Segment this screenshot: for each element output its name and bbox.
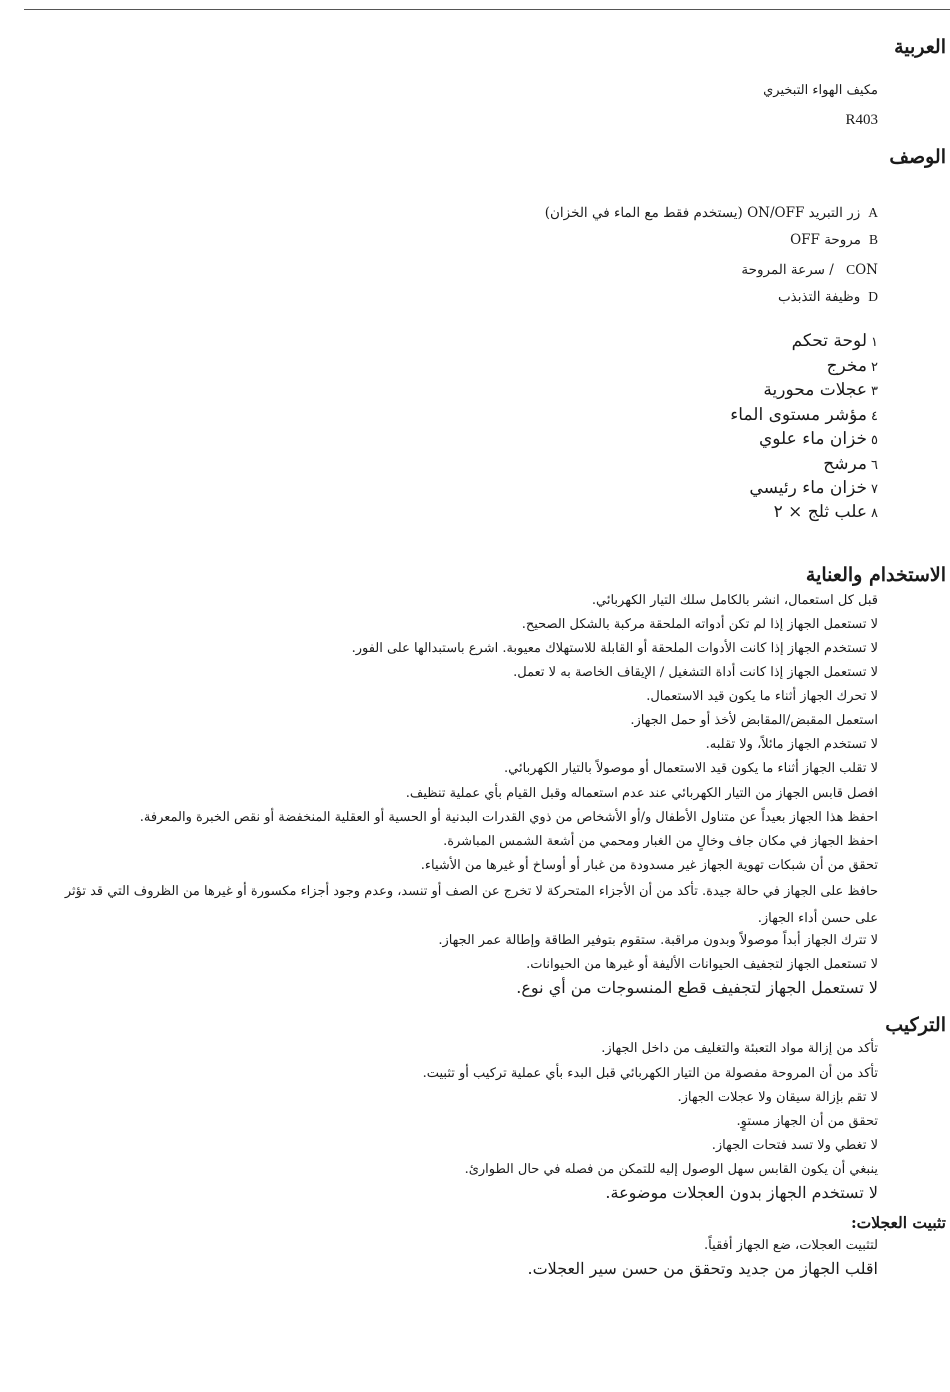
installation-item: لا تستخدم الجهاز بدون العجلات موضوعة. <box>605 1183 878 1202</box>
usage-heading: الاستخدام والعناية <box>805 564 946 586</box>
wheels-heading: تثبيت العجلات: <box>850 1213 946 1232</box>
part-item: ٣عجلات محورية <box>763 380 878 400</box>
part-item: ٧خزان ماء رئيسي <box>749 478 878 498</box>
language-heading: العربية <box>894 36 946 58</box>
usage-item: لا تستخدم الجهاز مائلاً، ولا تقلبه. <box>705 737 878 752</box>
control-item-c <box>741 262 878 278</box>
usage-item: لا تقلب الجهاز أثناء ما يكون قيد الاستعمال أو موصولاً بالتيار الكهربائي. <box>504 761 878 776</box>
wheels-item: لتثبيت العجلات، ضع الجهاز أفقياً. <box>704 1238 878 1253</box>
model-number: R403 <box>845 112 878 128</box>
control-key: A <box>868 205 878 220</box>
control-key: D <box>868 289 878 304</box>
control-key: C <box>846 262 856 277</box>
control-key: B <box>868 232 878 247</box>
control-text: وظيفة التذبذب <box>777 289 861 305</box>
usage-item: حافظ على الجهاز في حالة جيدة. تأكد من أن الأجزاء المتحركة لا تخرج عن الصف أو تنسد، وعدم وجود أجزاء مكسورة أو غيرها من الظروف التي قد تؤثر على حسن أداء الجهاز. <box>64 884 878 926</box>
installation-item: تأكد من إزالة مواد التعبئة والتغليف من داخل الجهاز. <box>601 1041 878 1056</box>
control-item-a <box>545 205 878 221</box>
installation-item: تأكد من أن المروحة مفصولة من التيار الكهربائي قبل البدء بأي عملية تركيب أو تثبيت. <box>422 1066 878 1081</box>
part-item: ٥خزان ماء علوي <box>758 429 878 449</box>
usage-item: افصل قابس الجهاز من التيار الكهربائي عند عدم استعماله وقبل القيام بأي عملية تنظيف. <box>405 786 878 801</box>
usage-item: لا تستعمل الجهاز إذا كانت أداة التشغيل / الإيقاف الخاصة به لا تعمل. <box>513 665 878 680</box>
installation-item: لا تقم بإزالة سيقان ولا عجلات الجهاز. <box>677 1090 878 1105</box>
top-rule <box>24 9 950 10</box>
part-item: ٤مؤشر مستوى الماء <box>730 405 878 425</box>
usage-item: قبل كل استعمال، انشر بالكامل سلك التيار الكهربائي. <box>591 593 878 608</box>
installation-item: ينبغي أن يكون القابس سهل الوصول إليه للتمكن من فصله في حال الطوارئ. <box>464 1162 878 1177</box>
installation-heading: التركيب <box>885 1014 946 1036</box>
wheels-item: اقلب الجهاز من جديد وتحقق من حسن سير العجلات. <box>527 1259 878 1278</box>
product-name: مكيف الهواء التبخيري <box>763 83 878 98</box>
usage-item: لا تستعمل الجهاز إذا لم تكن أدواته الملحقة مركبة بالشكل الصحيح. <box>521 617 878 632</box>
part-item: ١لوحة تحكم <box>791 331 878 351</box>
usage-item: لا تستعمل الجهاز لتجفيف قطع المنسوجات من أي نوع. <box>516 978 878 997</box>
control-text: مروحة OFF <box>790 232 861 248</box>
control-text: ON / سرعة المروحة <box>741 262 878 278</box>
part-item: ٢مخرج <box>826 356 878 376</box>
usage-item: تحقق من أن شبكات تهوية الجهاز غير مسدودة من غبار أو أوساخ أو غيرها من الأشياء. <box>420 858 878 873</box>
usage-item: لا تستخدم الجهاز إذا كانت الأدوات الملحقة أو القابلة للاستهلاك معيوبة. اشرع باستبدالها على الفور. <box>351 641 878 656</box>
control-item-d <box>778 289 878 305</box>
control-text: زر التبريد ON/OFF (يستخدم فقط مع الماء في الخزان) <box>544 205 861 221</box>
usage-item: لا تترك الجهاز أبداً موصولاً وبدون مراقبة. ستقوم بتوفير الطاقة وإطالة عمر الجهاز. <box>438 933 878 948</box>
description-heading: الوصف <box>889 146 946 168</box>
usage-item: احفظ هذا الجهاز بعيداً عن متناول الأطفال و/أو الأشخاص من ذوي القدرات البدنية أو الحسية أو العقلية المنخفضة أو نقص الخبرة والمعرفة. <box>139 810 878 825</box>
control-item-b <box>790 232 878 248</box>
usage-item: استعمل المقبض/المقابض لأخذ أو حمل الجهاز. <box>630 713 878 728</box>
installation-item: تحقق من أن الجهاز مستوٍ. <box>736 1114 878 1129</box>
part-item: ٨علب ثلج × ٢ <box>773 502 878 522</box>
usage-item: احفظ الجهاز في مكان جاف وخالٍ من الغبار ومحمي من أشعة الشمس المباشرة. <box>443 834 878 849</box>
part-item: ٦مرشح <box>823 454 878 474</box>
usage-item: لا تستعمل الجهاز لتجفيف الحيوانات الأليفة أو غيرها من الحيوانات. <box>526 957 878 972</box>
installation-item: لا تغطي ولا تسد فتحات الجهاز. <box>711 1138 878 1153</box>
usage-item: لا تحرك الجهاز أثناء ما يكون قيد الاستعمال. <box>646 689 878 704</box>
